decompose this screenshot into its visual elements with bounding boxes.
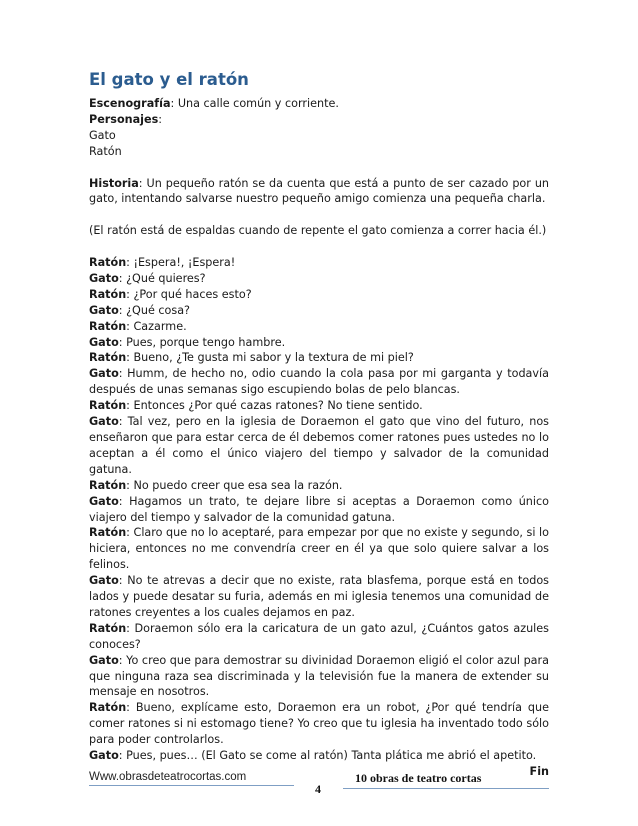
dialogue-line [89, 414, 549, 478]
dialogue-text: : ¿Qué quieres? [118, 271, 206, 285]
page-number: 4 [315, 782, 321, 796]
dialogue-line [89, 700, 549, 748]
characters-label: Personajes [89, 112, 159, 126]
dialogue-text: : Pues, pues… (El Gato se come al ratón) Tanta plática me abrió el apetito. [118, 749, 537, 763]
dialogue-line [89, 653, 549, 701]
history-paragraph [89, 176, 549, 208]
character-item: Ratón [89, 144, 122, 158]
dialogue-line [89, 255, 549, 271]
dialogue-text: : No puedo creer que esa sea la razón. [126, 478, 343, 492]
speaker-name: Gato [89, 335, 119, 349]
dialogue-line [89, 319, 549, 335]
dialogue-text: : Pues, porque tengo hambre. [118, 335, 286, 349]
history-text: : Un pequeño ratón se da cuenta que está a punto de ser cazado por un gato, intentando salvarse nuestro pequeño amigo comienza una pequeña charla. [89, 176, 549, 206]
dialogue-text: : Entonces ¿Por qué cazas ratones? No tiene sentido. [126, 399, 423, 413]
dialogue-line [89, 271, 549, 287]
dialogue-line [89, 350, 549, 366]
scenography-text: : Una calle común y corriente. [170, 97, 339, 110]
dialogue-text: : Tal vez, pero en la iglesia de Doraemon el gato que vino del futuro, nos enseñaron que para estar cerca de él debemos comer ratones pues ustedes no lo aceptan a él como el único viajero del tiempo y salvador de la comunidad gatuna. [89, 415, 549, 476]
speaker-name: Ratón [89, 526, 127, 540]
stage-direction: (El ratón está de espaldas cuando de repente el gato comienza a correr hacia él.) [89, 224, 547, 238]
dialogue-text: : Bueno, ¿Te gusta mi sabor y la textura de mi piel? [126, 351, 414, 365]
play-title: El gato y el ratón [89, 70, 249, 89]
speaker-name: Ratón [89, 319, 127, 333]
scenography-label: Escenografía [89, 97, 171, 110]
dialogue-text: : Claro que no lo aceptaré, para empezar por que no existe y segundo, si lo hiciera, entonces no me convendría creer en él ya que solo quiere salvar a los felinos. [89, 526, 549, 572]
dialogue-text: : ¡Espera!, ¡Espera! [126, 256, 236, 270]
history-label: Historia [89, 176, 139, 190]
dialogue-line [89, 478, 549, 494]
speaker-name: Ratón [89, 701, 127, 715]
speaker-name: Gato [89, 749, 119, 763]
dialogue-line [89, 621, 549, 653]
speaker-name: Gato [89, 367, 119, 381]
dialogue-text: : Yo creo que para demostrar su divinidad Doraemon eligió el color azul para que ninguna raza sea discriminada y la televisión fue la manera de extender su mensaje en nosotros. [89, 653, 549, 699]
dialogue-text: : Hagamos un trato, te dejare libre si aceptas a Doraemon como único viajero del tiempo y salvador de la comunidad gatuna. [89, 494, 549, 524]
dialogue-line [89, 525, 549, 573]
dialogue-text: : ¿Por qué haces esto? [126, 287, 252, 301]
play-body [89, 96, 549, 780]
speaker-name: Gato [89, 494, 119, 508]
speaker-name: Ratón [89, 287, 127, 301]
dialogue-line [89, 287, 549, 303]
characters-colon: : [158, 112, 163, 126]
dialogue-line [89, 303, 549, 319]
character-item: Gato [89, 128, 116, 142]
speaker-name: Ratón [89, 478, 127, 492]
footer-website: Www.obrasdeteatrocortas.com [89, 771, 294, 786]
speaker-name: Ratón [89, 256, 127, 270]
speaker-name: Gato [89, 303, 119, 317]
speaker-name: Gato [89, 653, 119, 667]
dialogue-text: : Humm, de hecho no, odio cuando la cola pasa por mi garganta y todavía después de unas semanas sigo escupiendo bolas de pelo blancas. [89, 367, 549, 397]
speaker-name: Gato [89, 271, 119, 285]
dialogue-line [89, 398, 549, 414]
dialogue-line [89, 748, 549, 764]
dialogue-text: : Cazarme. [126, 319, 187, 333]
speaker-name: Gato [89, 574, 119, 588]
dialogue-line [89, 573, 549, 621]
speaker-name: Ratón [89, 621, 127, 635]
dialogue-line [89, 494, 549, 526]
dialogue-text: : No te atrevas a decir que no existe, rata blasfema, porque está en todos lados y puede desatar su furia, además en mi iglesia tenemos una comunidad de ratones creyentes a los cuales dejamos en paz. [89, 574, 549, 619]
dialogue-line [89, 335, 549, 351]
dialogue-text: : Bueno, explícame esto, Doraemon era un robot, ¿Por qué tendría que comer ratones si ni estomago tiene? Yo creo que tu iglesia ha inventado todo sólo para poder controlarlos. [89, 701, 549, 747]
characters-heading [89, 112, 549, 128]
dialogue-text: : ¿Qué cosa? [118, 303, 190, 317]
speaker-name: Ratón [89, 399, 127, 413]
speaker-name: Gato [89, 415, 119, 429]
footer-book-title: 10 obras de teatro cortas [343, 771, 549, 789]
end-marker: Fin [529, 765, 549, 779]
dialogue-line [89, 366, 549, 398]
dialogue-text: : Doraemon sólo era la caricatura de un gato azul, ¿Cuántos gatos azules conoces? [89, 621, 549, 651]
scenography-line [89, 96, 549, 112]
speaker-name: Ratón [89, 351, 127, 365]
